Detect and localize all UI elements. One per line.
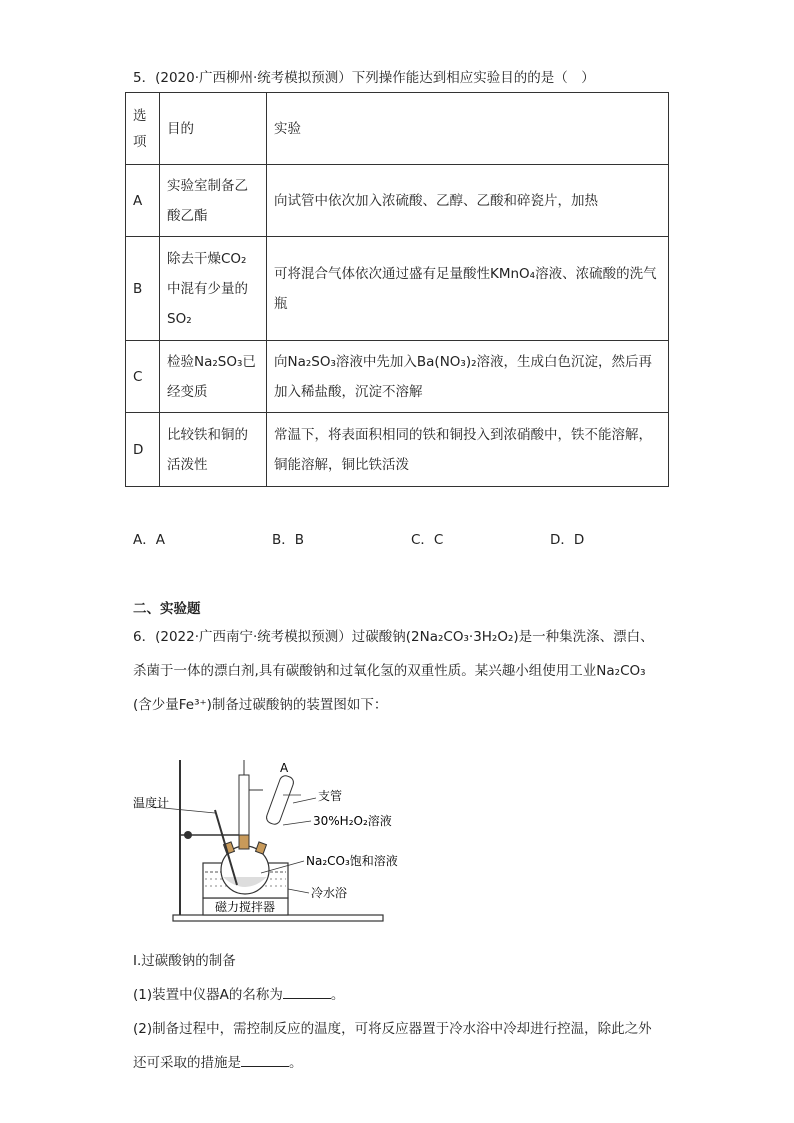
answer-blank[interactable] [241,1054,289,1067]
condenser [239,775,249,835]
sub-question-1: (1)装置中仪器A的名称为 。 [133,987,345,1003]
choice-a[interactable]: A．A [133,532,165,548]
side-tube-label: 支管 [318,789,343,803]
option-experiment: 常温下，将表面积相同的铁和铜投入到浓硝酸中，铁不能溶解，铜能溶解，铜比铁活泼 [267,413,669,487]
option-letter: B [126,237,160,341]
option-goal: 除去干燥CO₂中混有少量的SO₂ [160,237,267,341]
question-6-line: 杀菌于一体的漂白剂,具有碳酸钠和过氧化氢的双重性质。某兴趣小组使用工业Na₂CO₃ [133,663,646,679]
question-6-line: (含少量Fe³⁺)制备过碳酸钠的装置图如下： [133,697,388,713]
cold-bath-label: 冷水浴 [311,886,348,900]
option-letter: D [126,413,160,487]
sub-question-2-line2: 还可采取的措施是 。 [133,1055,303,1071]
na2co3-label: Na₂CO₃饱和溶液 [306,854,398,868]
table-row [126,237,669,341]
option-letter: C [126,341,160,413]
dropping-funnel [265,774,295,826]
answer-blank[interactable] [283,986,331,999]
choice-d[interactable]: D．D [550,532,585,548]
option-letter: A [126,165,160,237]
part-1-title: Ⅰ.过碳酸钠的制备 [133,953,236,969]
table-header-row [126,93,669,165]
header-goal: 目的 [160,93,267,165]
stand-base [173,915,383,921]
choice-c[interactable]: C．C [411,532,444,548]
question-6-intro [133,620,673,722]
option-goal: 实验室制备乙酸乙酯 [160,165,267,237]
thermometer-label: 温度计 [133,796,170,810]
sub-question-2-line1: (2)制备过程中，需控制反应的温度，可将反应器置于冷水浴中冷却进行控温，除此之外 [133,1021,652,1037]
question-5-title: 5．(2020·广西柳州·统考模拟预测）下列操作能达到相应实验目的的是（ ） [133,70,595,86]
option-experiment: 向试管中依次加入浓硫酸、乙醇、乙酸和碎瓷片，加热 [267,165,669,237]
option-goal: 比较铁和铜的活泼性 [160,413,267,487]
table-row [126,165,669,237]
option-experiment: 可将混合气体依次通过盛有足量酸性KMnO₄溶液、浓硫酸的洗气瓶 [267,237,669,341]
table-row [126,341,669,413]
option-experiment: 向Na₂SO₃溶液中先加入Ba(NO₃)₂溶液，生成白色沉淀，然后再加入稀盐酸，沉淀不溶解 [267,341,669,413]
label-a: A [280,761,289,775]
header-option: 选项 [126,93,160,165]
choice-b[interactable]: B．B [272,532,305,548]
apparatus-diagram [133,755,423,935]
section-title: 二、实验题 [133,601,201,617]
options-table [125,92,669,487]
option-goal: 检验Na₂SO₃已经变质 [160,341,267,413]
h2o2-label: 30%H₂O₂溶液 [313,814,392,828]
question-6-line: 6．(2022·广西南宁·统考模拟预测）过碳酸钠(2Na₂CO₃·3H₂O₂)是一种集洗涤、漂白、 [133,629,654,645]
header-experiment: 实验 [267,93,669,165]
table-row [126,413,669,487]
question-6-parts [133,944,673,1080]
stirrer-label: 磁力搅拌器 [214,900,276,914]
